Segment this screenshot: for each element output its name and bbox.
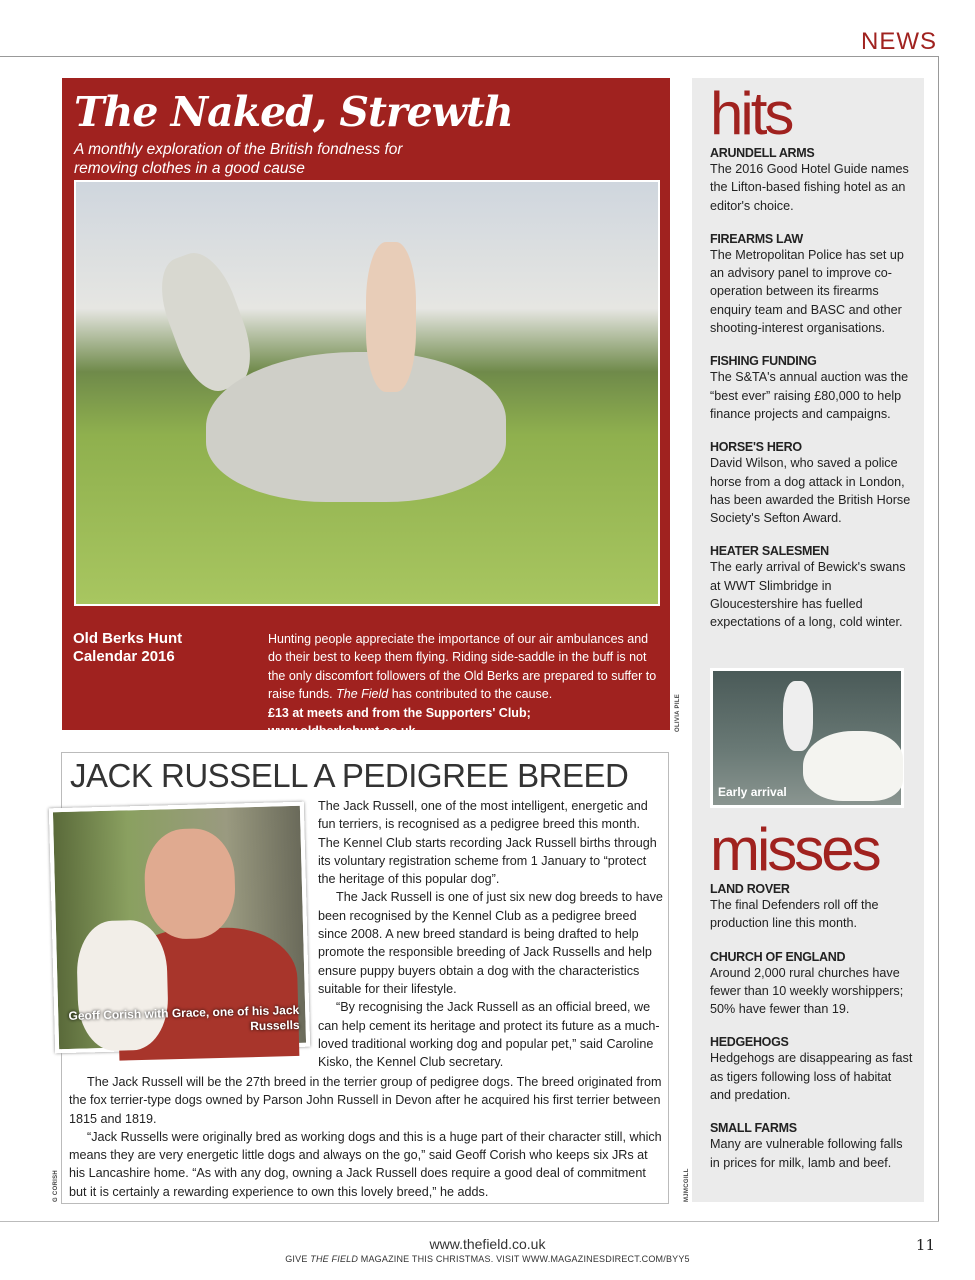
article-column — [318, 797, 664, 1071]
news-item — [710, 354, 915, 423]
photo-caption: Early arrival — [718, 785, 787, 799]
item-text: Many are vulnerable following falls in prices for milk, lamb and beef. — [710, 1137, 903, 1170]
news-item — [710, 232, 915, 337]
footer-promo — [0, 1254, 975, 1264]
photo-credit: G CORISH — [53, 1169, 59, 1202]
hits-misses-sidebar — [692, 78, 924, 1202]
article-title: JACK RUSSELL A PEDIGREE BREED — [70, 757, 629, 794]
horse-rider-photo — [74, 180, 660, 606]
item-heading: LAND ROVER — [710, 882, 790, 896]
news-item — [710, 950, 915, 1019]
naked-feature — [62, 78, 670, 739]
paragraph: “Jack Russells were originally bred as working dogs and this is a huge part of their character still, which means they are very energetic little dogs and always on the go,” said Geoff Corish who keeps six JRs at his Lancashire home. “As with any dog, owning a Jack Russell does require a good deal of commitment but it is certainly a rewarding experience to own this lovely breed,” he adds. — [69, 1129, 662, 1199]
item-heading: CHURCH OF ENGLAND — [710, 949, 846, 964]
caption-end: has contributed to the cause. — [388, 687, 553, 702]
caption-body: Hunting people appreciate the importance of our air ambulances and do their best to keep them flying. Riding side-saddle in the buff is not the only discomfort followers of the Old Berks are prepared to suffer to raise funds. — [268, 632, 657, 702]
item-text: The early arrival of Bewick's swans at WWT Slimbridge in Gloucestershire has fuelled expectations of a long, cold winter. — [710, 560, 906, 630]
news-item — [710, 1121, 915, 1172]
swan-photo — [710, 668, 904, 808]
item-text: Around 2,000 rural churches have fewer than 10 weekly worshippers; 50% have fewer than 19. — [710, 965, 904, 1017]
item-text: The 2016 Good Hotel Guide names the Lifton-based fishing hotel as an editor's choice. — [710, 162, 909, 213]
feature-title: The Naked, Strewth — [74, 88, 513, 136]
news-item — [710, 1035, 915, 1104]
feature-subtitle: A monthly exploration of the British fondness for removing clothes in a good cause — [74, 141, 403, 177]
news-item — [710, 146, 915, 215]
item-text: David Wilson, who saved a police horse from a dog attack in London, has been awarded the British Horse Society's Sefton Award. — [710, 456, 911, 526]
promo-italic: THE FIELD — [310, 1254, 359, 1264]
promo-text: GIVE — [285, 1254, 311, 1264]
caption-italic: The Field — [336, 687, 389, 702]
item-heading: HEDGEHOGS — [710, 1035, 789, 1050]
paragraph: The Jack Russell will be the 27th breed in the terrier group of pedigree dogs. The breed originated from the fox terrier-type dogs owned by Parson John Russell in Devon after he acquired his first terrier between 1815 and 1819. — [69, 1075, 662, 1126]
caption-price: £13 at meets and from the Supporters' Club; www.oldberkshunt.co.uk. — [268, 705, 531, 739]
article-full-width — [69, 1073, 665, 1201]
paragraph: “By recognising the Jack Russell as an official breed, we can help cement its heritage and protect its future as a much-loved traditional working dog and popular pet,” said Caroline Kisko, the Kennel Club secretary. — [318, 1000, 660, 1070]
news-item — [710, 882, 915, 933]
divider — [938, 56, 939, 1222]
promo-text: MAGAZINE THIS CHRISTMAS. VISIT WWW.MAGAZINESDIRECT.COM/BYY5 — [358, 1254, 690, 1264]
footer-url: www.thefield.co.uk — [429, 1236, 546, 1252]
item-heading: HEATER SALESMEN — [710, 544, 829, 559]
section-label: NEWS — [861, 28, 937, 55]
item-heading: ARUNDELL ARMS — [710, 146, 815, 160]
caption-title: Old Berks Hunt Calendar 2016 — [73, 630, 183, 665]
news-item — [710, 440, 915, 527]
photo-credit: MJMCGILL — [684, 1168, 690, 1202]
man-with-dog-photo — [49, 802, 310, 1054]
item-text: The S&TA's annual auction was the “best ever” raising £80,000 to help finance projects and campaigns. — [710, 370, 909, 421]
item-heading: SMALL FARMS — [710, 1121, 797, 1136]
caption-text — [268, 630, 663, 740]
item-heading: HORSE'S HERO — [710, 440, 802, 455]
item-text: The final Defenders roll off the production line this month. — [710, 898, 879, 931]
paragraph: The Jack Russell is one of just six new dog breeds to have been recognised by the Kennel Club as a pedigree breed since 2008. A new breed standard is being drafted to help promote the responsible breeding of Jack Russells and help ensure puppy buyers obtain a dog with the characteristics suitable for their lifestyle. — [318, 890, 663, 996]
item-text: Hedgehogs are disappearing as fast as tigers following loss of habitat and predation. — [710, 1051, 913, 1103]
item-text: The Metropolitan Police has set up an advisory panel to improve co-operation between its firearms enquiry team and BASC and other shooting-interest organisations. — [710, 247, 904, 336]
photo-caption: Geoff Corish with Grace, one of his Jack Russells — [68, 1002, 300, 1034]
misses-heading: misses — [710, 816, 879, 883]
jack-russell-article — [61, 752, 669, 1204]
item-heading: FISHING FUNDING — [710, 354, 817, 369]
page-number: 11 — [915, 1236, 935, 1254]
hits-heading: hits — [710, 80, 792, 147]
item-heading: FIREARMS LAW — [710, 231, 803, 246]
paragraph: The Jack Russell, one of the most intelligent, energetic and fun terriers, is recognised as a pedigree breed this month. The Kennel Club starts recording Jack Russell births through its voluntary registration scheme from 1 January to “protect the heritage of this popular dog”. — [318, 799, 657, 887]
news-item — [710, 544, 915, 631]
divider — [0, 1221, 939, 1222]
divider — [0, 56, 939, 57]
photo-credit: OLIVIA PILE — [675, 693, 681, 732]
